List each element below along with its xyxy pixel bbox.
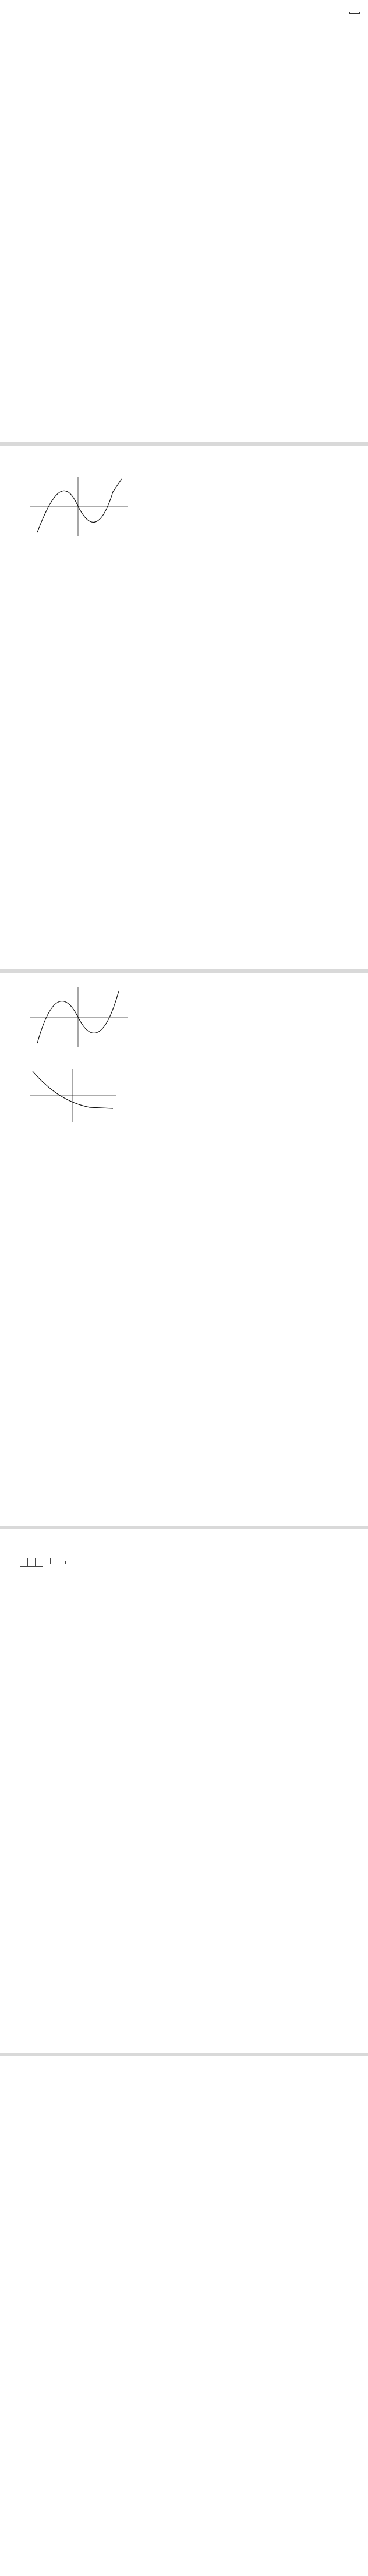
variation-cell: [28, 1564, 36, 1567]
function-curve: [37, 479, 122, 532]
exam-code: [349, 12, 360, 14]
variation-row: [20, 1564, 66, 1567]
page-5: [0, 2056, 368, 2576]
derivative-graph: [26, 474, 130, 538]
question-item: [8, 985, 360, 1050]
variation-cell: [51, 1561, 58, 1564]
page-4: [0, 1529, 368, 2053]
exponential-graph: [26, 1067, 119, 1125]
page-3: [0, 973, 368, 1526]
cubic-graph: [26, 985, 130, 1049]
page-1: [0, 0, 368, 442]
variation-cell: [20, 1564, 28, 1567]
variation-cell: [36, 1564, 43, 1567]
variation-cell: [58, 1561, 66, 1564]
function-curve: [33, 1071, 113, 1108]
question-item: [8, 1558, 360, 1567]
page-2: [0, 446, 368, 969]
question-item: [8, 1067, 360, 1126]
variation-table: [20, 1558, 66, 1567]
question-item: [8, 474, 360, 538]
variation-cell: [43, 1561, 51, 1564]
